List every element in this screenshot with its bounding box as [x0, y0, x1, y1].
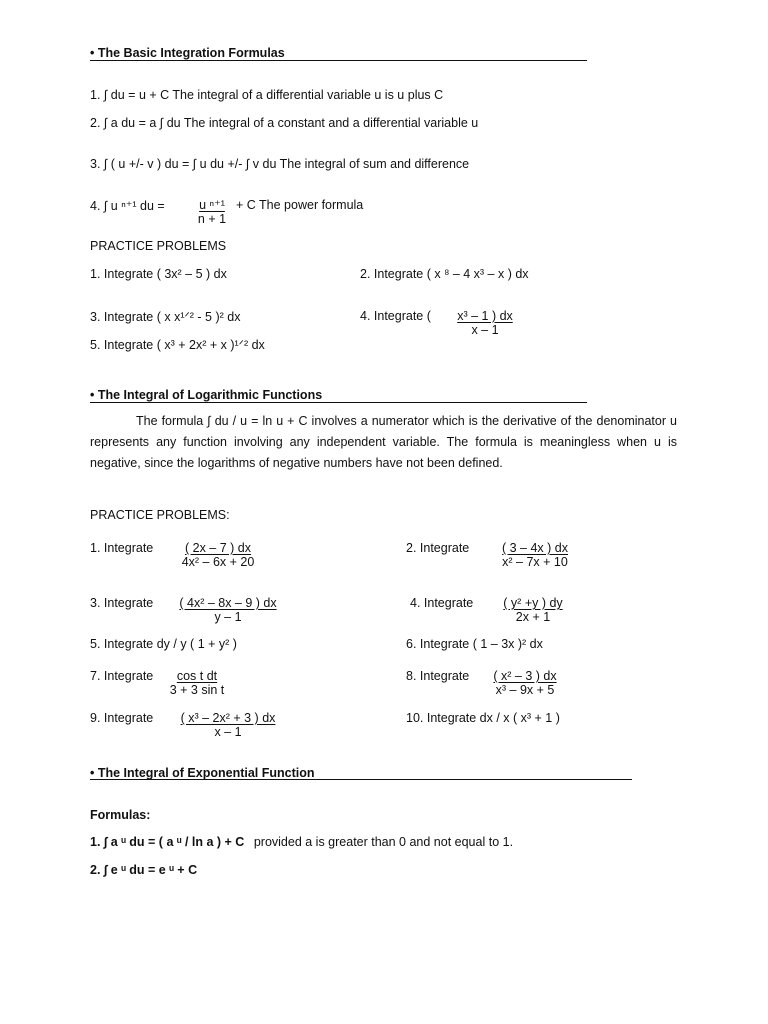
log-problem-9-fraction: [172, 711, 284, 739]
log-problem-3-fraction: [172, 596, 284, 624]
exp-formula-1-condition: provided a is greater than 0 and not equal to 1.: [253, 835, 514, 849]
fraction-denominator: y – 1: [214, 610, 242, 624]
formula-4-lead: 4. ∫ u ⁿ⁺¹ du =: [90, 199, 165, 213]
log-problem-2-fraction: [492, 541, 578, 569]
fraction-numerator: ( x² – 3 ) dx: [493, 669, 557, 683]
log-problem-3-lead: 3. Integrate: [90, 596, 154, 610]
section-heading-exp: • The Integral of Exponential Function: [90, 766, 315, 780]
log-problem-4-fraction: [496, 596, 570, 624]
problem-3: 3. Integrate ( x x¹ᐟ² - 5 )² dx: [90, 310, 241, 324]
fraction-denominator: n + 1: [197, 212, 227, 226]
fraction-denominator: x³ – 9x + 5: [495, 683, 555, 697]
log-problem-9-lead: 9. Integrate: [90, 711, 154, 725]
section-heading-basic: • The Basic Integration Formulas: [90, 46, 285, 60]
fraction-denominator: 2x + 1: [515, 610, 551, 624]
fraction-denominator: 3 + 3 sin t: [169, 683, 225, 697]
section-heading-log: • The Integral of Logarithmic Functions: [90, 388, 323, 402]
exp-formula-1: [90, 835, 513, 849]
formula-1: 1. ∫ du = u + C The integral of a differential variable u is u plus C: [90, 88, 444, 102]
log-problem-8-lead: 8. Integrate: [406, 669, 470, 683]
problem-4-lead: 4. Integrate (: [360, 309, 431, 323]
log-problem-7-fraction: [160, 669, 234, 697]
fraction-numerator: x³ – 1 ) dx: [457, 309, 513, 323]
problem-2: 2. Integrate ( x ⁸ – 4 x³ – x ) dx: [360, 267, 529, 281]
heading-underline: [90, 402, 587, 403]
problem-5: 5. Integrate ( x³ + 2x² + x )¹ᐟ² dx: [90, 338, 265, 352]
heading-underline: [90, 779, 632, 780]
fraction-denominator: x² – 7x + 10: [502, 555, 568, 569]
log-problem-1-lead: 1. Integrate: [90, 541, 154, 555]
log-problem-1-fraction: [172, 541, 264, 569]
log-problem-4-lead: 4. Integrate: [410, 596, 474, 610]
problem-4-fraction: [452, 309, 518, 337]
log-problem-10: 10. Integrate dx / x ( x³ + 1 ): [406, 711, 560, 725]
log-problem-7-lead: 7. Integrate: [90, 669, 154, 683]
fraction-numerator: ( y² +y ) dy: [503, 596, 563, 610]
formulas-label: Formulas:: [90, 808, 151, 822]
fraction-numerator: cos t dt: [176, 669, 218, 683]
log-problem-8-fraction: [486, 669, 564, 697]
exp-formula-1-expression: 1. ∫ a ᵘ du = ( a ᵘ / ln a ) + C: [90, 835, 245, 849]
problem-1: 1. Integrate ( 3x² – 5 ) dx: [90, 267, 227, 281]
formula-4-fraction: [194, 198, 230, 226]
log-problem-6: 6. Integrate ( 1 – 3x )² dx: [406, 637, 543, 651]
log-paragraph: The formula ∫ du / u = ln u + C involves a numerator which is the derivative of the denominator u represents any function involving any independent variable. The formula is meaningless when u is negative, since the logarithms of negative numbers have not been defined.: [90, 414, 677, 470]
fraction-denominator: x – 1: [471, 323, 499, 337]
fraction-numerator: ( 3 – 4x ) dx: [502, 541, 568, 555]
formula-3: 3. ∫ ( u +/- v ) du = ∫ u du +/- ∫ v du The integral of sum and difference: [90, 157, 470, 171]
formula-4-tail: + C The power formula: [236, 198, 364, 212]
practice-label-basic: PRACTICE PROBLEMS: [90, 239, 227, 253]
log-problem-2-lead: 2. Integrate: [406, 541, 470, 555]
log-problem-5: 5. Integrate dy / y ( 1 + y² ): [90, 637, 237, 651]
formula-2: 2. ∫ a du = a ∫ du The integral of a constant and a differential variable u: [90, 116, 479, 130]
fraction-numerator: ( x³ – 2x² + 3 ) dx: [180, 711, 276, 725]
heading-underline: [90, 60, 587, 61]
fraction-numerator: ( 2x – 7 ) dx: [185, 541, 251, 555]
practice-label-log: PRACTICE PROBLEMS:: [90, 508, 230, 522]
exp-formula-2: 2. ∫ e ᵘ du = e ᵘ + C: [90, 863, 198, 877]
fraction-denominator: 4x² – 6x + 20: [181, 555, 255, 569]
fraction-numerator: ( 4x² – 8x – 9 ) dx: [179, 596, 277, 610]
fraction-numerator: u ⁿ⁺¹: [199, 198, 225, 212]
fraction-denominator: x – 1: [214, 725, 242, 739]
